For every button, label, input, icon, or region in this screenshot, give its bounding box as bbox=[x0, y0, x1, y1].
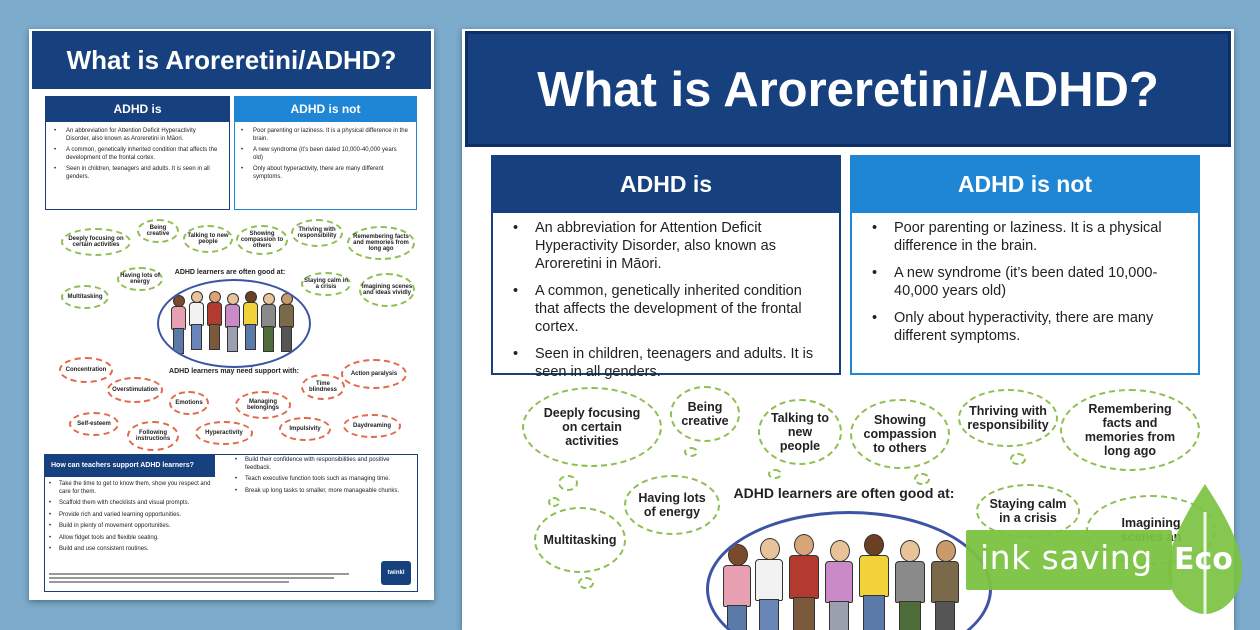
small-bubble-responsibility: Thriving with responsibility bbox=[291, 219, 343, 247]
large-bubble-creative: Being creative bbox=[670, 386, 740, 442]
large-adhd-is-not-list bbox=[872, 219, 1186, 345]
child bbox=[895, 540, 923, 630]
large-bubble-multitasking: Multitasking bbox=[534, 507, 626, 573]
list-item: • Build their confidence with responsibilities and positive feedback. bbox=[235, 457, 411, 472]
list-item: • Build in plenty of movement opportunities. bbox=[49, 523, 217, 531]
small-bubble-hyperactivity: Hyperactivity bbox=[195, 421, 253, 445]
list-item: • Take the time to get to know them, show you respect and care for them. bbox=[49, 481, 217, 496]
small-bubble-belongings: Managing belongings bbox=[235, 391, 291, 419]
bubble-trail-dot bbox=[558, 475, 578, 491]
small-bubble-time-blindness: Time blindness bbox=[301, 374, 345, 400]
eco-ink-saving-badge bbox=[966, 482, 1260, 622]
large-bubble-talking: Talking to new people bbox=[758, 399, 842, 465]
list-item: • An abbreviation for Attention Deficit Hyperactivity Disorder, also known as Aroreretini in Māori. bbox=[513, 219, 827, 273]
small-bubble-action-paralysis: Action paralysis bbox=[341, 359, 407, 389]
bubble-trail-dot bbox=[914, 473, 930, 485]
small-bubble-calm: Staying calm in a crisis bbox=[301, 272, 351, 296]
small-child bbox=[171, 295, 185, 355]
child bbox=[859, 534, 887, 630]
bubble-trail-dot bbox=[578, 577, 594, 589]
large-good-at-heading: ADHD learners are often good at: bbox=[733, 485, 955, 501]
list-item: • An abbreviation for Attention Deficit Hyperactivity Disorder, also known as Aroreretini in Māori. bbox=[54, 128, 221, 143]
large-children-illustration bbox=[706, 511, 992, 630]
small-footer-fine-print bbox=[49, 573, 349, 583]
small-bubble-energy: Having lots of energy bbox=[117, 267, 163, 291]
small-bubble-overstimulation: Overstimulation bbox=[107, 377, 163, 403]
large-bubble-calm: Staying calm in a crisis bbox=[976, 484, 1080, 538]
list-item: • Build and use consistent routines. bbox=[49, 546, 217, 554]
small-child bbox=[189, 291, 203, 351]
small-bubble-daydreaming: Daydreaming bbox=[343, 414, 401, 438]
list-item: • A common, genetically inherited condition that affects the development of the frontal cortex. bbox=[513, 282, 827, 336]
list-item: • Only about hyperactivity, there are many different symptoms. bbox=[872, 309, 1186, 345]
small-teachers-heading: How can teachers support ADHD learners? bbox=[45, 455, 215, 477]
small-bubble-remembering: Remembering facts and memories from long ago bbox=[347, 226, 415, 260]
large-bubble-imagining-partial: Imagining an bbox=[1086, 495, 1216, 565]
small-bubble-imagining: Imagining scenes and ideas vividly bbox=[359, 273, 415, 307]
small-bubble-concentration: Concentration bbox=[59, 357, 113, 383]
large-poster-title: What is Arorereti​ni/ADHD? bbox=[465, 31, 1231, 147]
ink-saving-label: ink saving bbox=[980, 538, 1153, 577]
child bbox=[825, 540, 851, 630]
list-item: • Poor parenting or laziness. It is a physical difference in the brain. bbox=[241, 128, 408, 143]
small-adhd-is-not-list bbox=[241, 128, 408, 181]
list-item: • Seen in children, teenagers and adults. It is seen in all genders. bbox=[54, 166, 221, 181]
small-teachers-right-list bbox=[235, 457, 411, 499]
list-item: • A common, genetically inherited condition that affects the development of the frontal cortex. bbox=[54, 147, 221, 162]
list-item: • Teach executive function tools such as managing time. bbox=[235, 476, 411, 484]
small-child bbox=[261, 293, 275, 353]
large-bubble-remembering: Remembering facts and memories from long ago bbox=[1060, 389, 1200, 471]
large-bubble-energy: Having lots of energy bbox=[624, 475, 720, 535]
list-item: • Allow fidget tools and flexible seating. bbox=[49, 535, 217, 543]
child bbox=[755, 538, 781, 630]
list-item: • A new syndrome (it’s been dated 10,000-40,000 years old) bbox=[241, 147, 408, 162]
child bbox=[789, 534, 817, 630]
large-adhd-is-list bbox=[513, 219, 827, 381]
large-bubble-deep-focus: Deeply focusing on certain activities bbox=[522, 387, 662, 467]
small-child bbox=[279, 293, 293, 353]
small-need-support-heading: ADHD learners may need support with: bbox=[169, 368, 299, 375]
child bbox=[723, 544, 749, 630]
small-good-at-heading: ADHD learners are often good at: bbox=[174, 269, 286, 276]
small-children-illustration bbox=[157, 279, 311, 368]
small-adhd-is-not-box bbox=[234, 122, 417, 210]
list-item: • Poor parenting or laziness. It is a physical difference in the brain. bbox=[872, 219, 1186, 255]
list-item: • Provide rich and varied learning opportunities. bbox=[49, 512, 217, 520]
small-bubble-emotions: Emotions bbox=[169, 391, 209, 415]
list-item: • Scaffold them with checklists and visual prompts. bbox=[49, 500, 217, 508]
small-bubble-following: Following instructions bbox=[127, 421, 179, 451]
small-adhd-is-not-heading: ADHD is not bbox=[234, 96, 417, 122]
large-adhd-is-not-heading: ADHD is not bbox=[850, 155, 1200, 213]
small-teachers-box bbox=[44, 454, 418, 592]
small-teachers-left-list bbox=[49, 481, 217, 558]
list-item: • Seen in children, teenagers and adults. It is seen in all genders. bbox=[513, 345, 827, 381]
small-adhd-is-heading: ADHD is bbox=[45, 96, 230, 122]
small-adhd-is-box bbox=[45, 122, 230, 210]
small-child bbox=[207, 291, 221, 351]
small-bubble-deep-focus: Deeply focusing on certain activities bbox=[61, 228, 131, 256]
bubble-trail-dot bbox=[768, 469, 782, 479]
small-child bbox=[225, 293, 239, 353]
eco-tag-label: Eco bbox=[1174, 542, 1233, 577]
large-bubble-compassion: Showing compassion to others bbox=[850, 399, 950, 469]
small-poster-title: What is Arorereti​ni/ADHD? bbox=[32, 31, 431, 89]
child bbox=[931, 540, 957, 630]
small-bubble-impulsivity: Impulsivity bbox=[279, 417, 331, 441]
small-child bbox=[243, 291, 257, 351]
large-adhd-is-heading: ADHD is bbox=[491, 155, 841, 213]
list-item: • Only about hyperactivity, there are many different symptoms. bbox=[241, 166, 408, 181]
large-adhd-is-box bbox=[491, 213, 841, 380]
small-adhd-is-list bbox=[54, 128, 221, 181]
twinkl-logo: twinkl bbox=[381, 561, 411, 585]
bubble-trail-dot bbox=[684, 447, 698, 457]
bubble-trail-dot bbox=[548, 497, 560, 507]
small-bubble-talking: Talking to new people bbox=[183, 225, 233, 253]
large-adhd-is-not-box bbox=[850, 213, 1200, 375]
list-item: • Break up long tasks to smaller, more manageable chunks. bbox=[235, 488, 411, 496]
small-poster bbox=[29, 29, 434, 600]
small-bubble-self-esteem: Self-esteem bbox=[69, 412, 119, 436]
bubble-trail-dot bbox=[1010, 453, 1026, 465]
small-bubble-multitasking: Multitasking bbox=[61, 285, 109, 309]
list-item: • A new syndrome (it’s been dated 10,000-40,000 years old) bbox=[872, 264, 1186, 300]
eco-label-bar bbox=[966, 530, 1172, 590]
small-bubble-compassion: Showing compassion to others bbox=[236, 225, 288, 255]
large-bubble-responsibility: Thriving with responsibility bbox=[958, 389, 1058, 447]
small-bubble-creative: Being creative bbox=[137, 219, 179, 243]
